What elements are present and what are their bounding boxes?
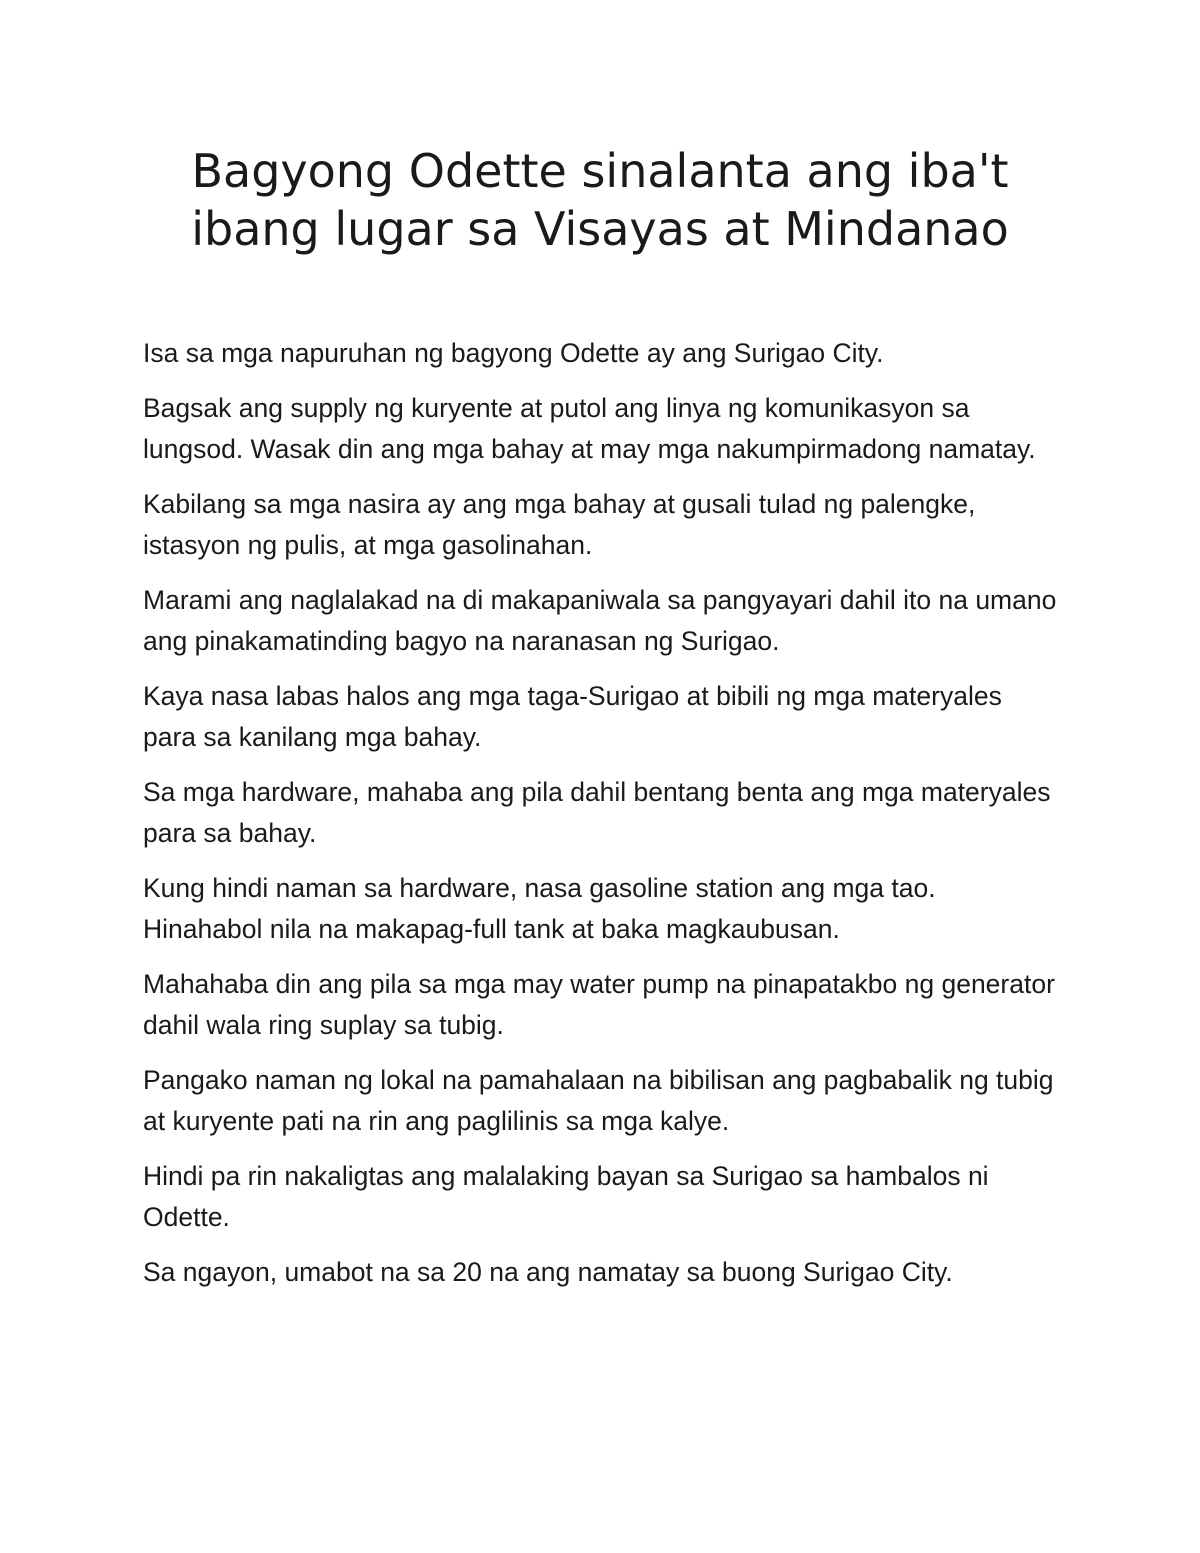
paragraph-6: Sa mga hardware, mahaba ang pila dahil bentang benta ang mga materyales para sa bahay. — [143, 777, 1051, 848]
paragraph-7: Kung hindi naman sa hardware, nasa gasoline station ang mga tao. Hinahabol nila na makapag-full tank at baka magkaubusan. — [143, 873, 936, 944]
paragraph-5: Kaya nasa labas halos ang mga taga-Surigao at bibili ng mga materyales para sa kanilang mga bahay. — [143, 681, 1002, 752]
paragraph-10: Hindi pa rin nakaligtas ang malalaking bayan sa Surigao sa hambalos ni Odette. — [143, 1161, 989, 1232]
paragraph-2: Bagsak ang supply ng kuryente at putol ang linya ng komunikasyon sa lungsod. Wasak din ang mga bahay at may mga nakumpirmadong namatay. — [143, 393, 1036, 464]
document-title: Bagyong Odette sinalanta ang iba't ibang lugar sa Visayas at Mindanao — [191, 144, 1009, 256]
paragraph-1: Isa sa mga napuruhan ng bagyong Odette ay ang Surigao City. — [143, 338, 884, 368]
paragraph-4: Marami ang naglalakad na di makapaniwala sa pangyayari dahil ito na umano ang pinakamatinding bagyo na naranasan ng Surigao. — [143, 585, 1057, 656]
paragraph-8: Mahahaba din ang pila sa mga may water pump na pinapatakbo ng generator dahil wala ring suplay sa tubig. — [143, 969, 1055, 1040]
paragraph-9: Pangako naman ng lokal na pamahalaan na bibilisan ang pagbabalik ng tubig at kuryente pati na rin ang paglilinis sa mga kalye. — [143, 1065, 1054, 1136]
paragraph-3: Kabilang sa mga nasira ay ang mga bahay at gusali tulad ng palengke, istasyon ng pulis, at mga gasolinahan. — [143, 489, 976, 560]
document-body — [143, 333, 1058, 1307]
paragraph-11: Sa ngayon, umabot na sa 20 na ang namatay sa buong Surigao City. — [143, 1257, 953, 1287]
